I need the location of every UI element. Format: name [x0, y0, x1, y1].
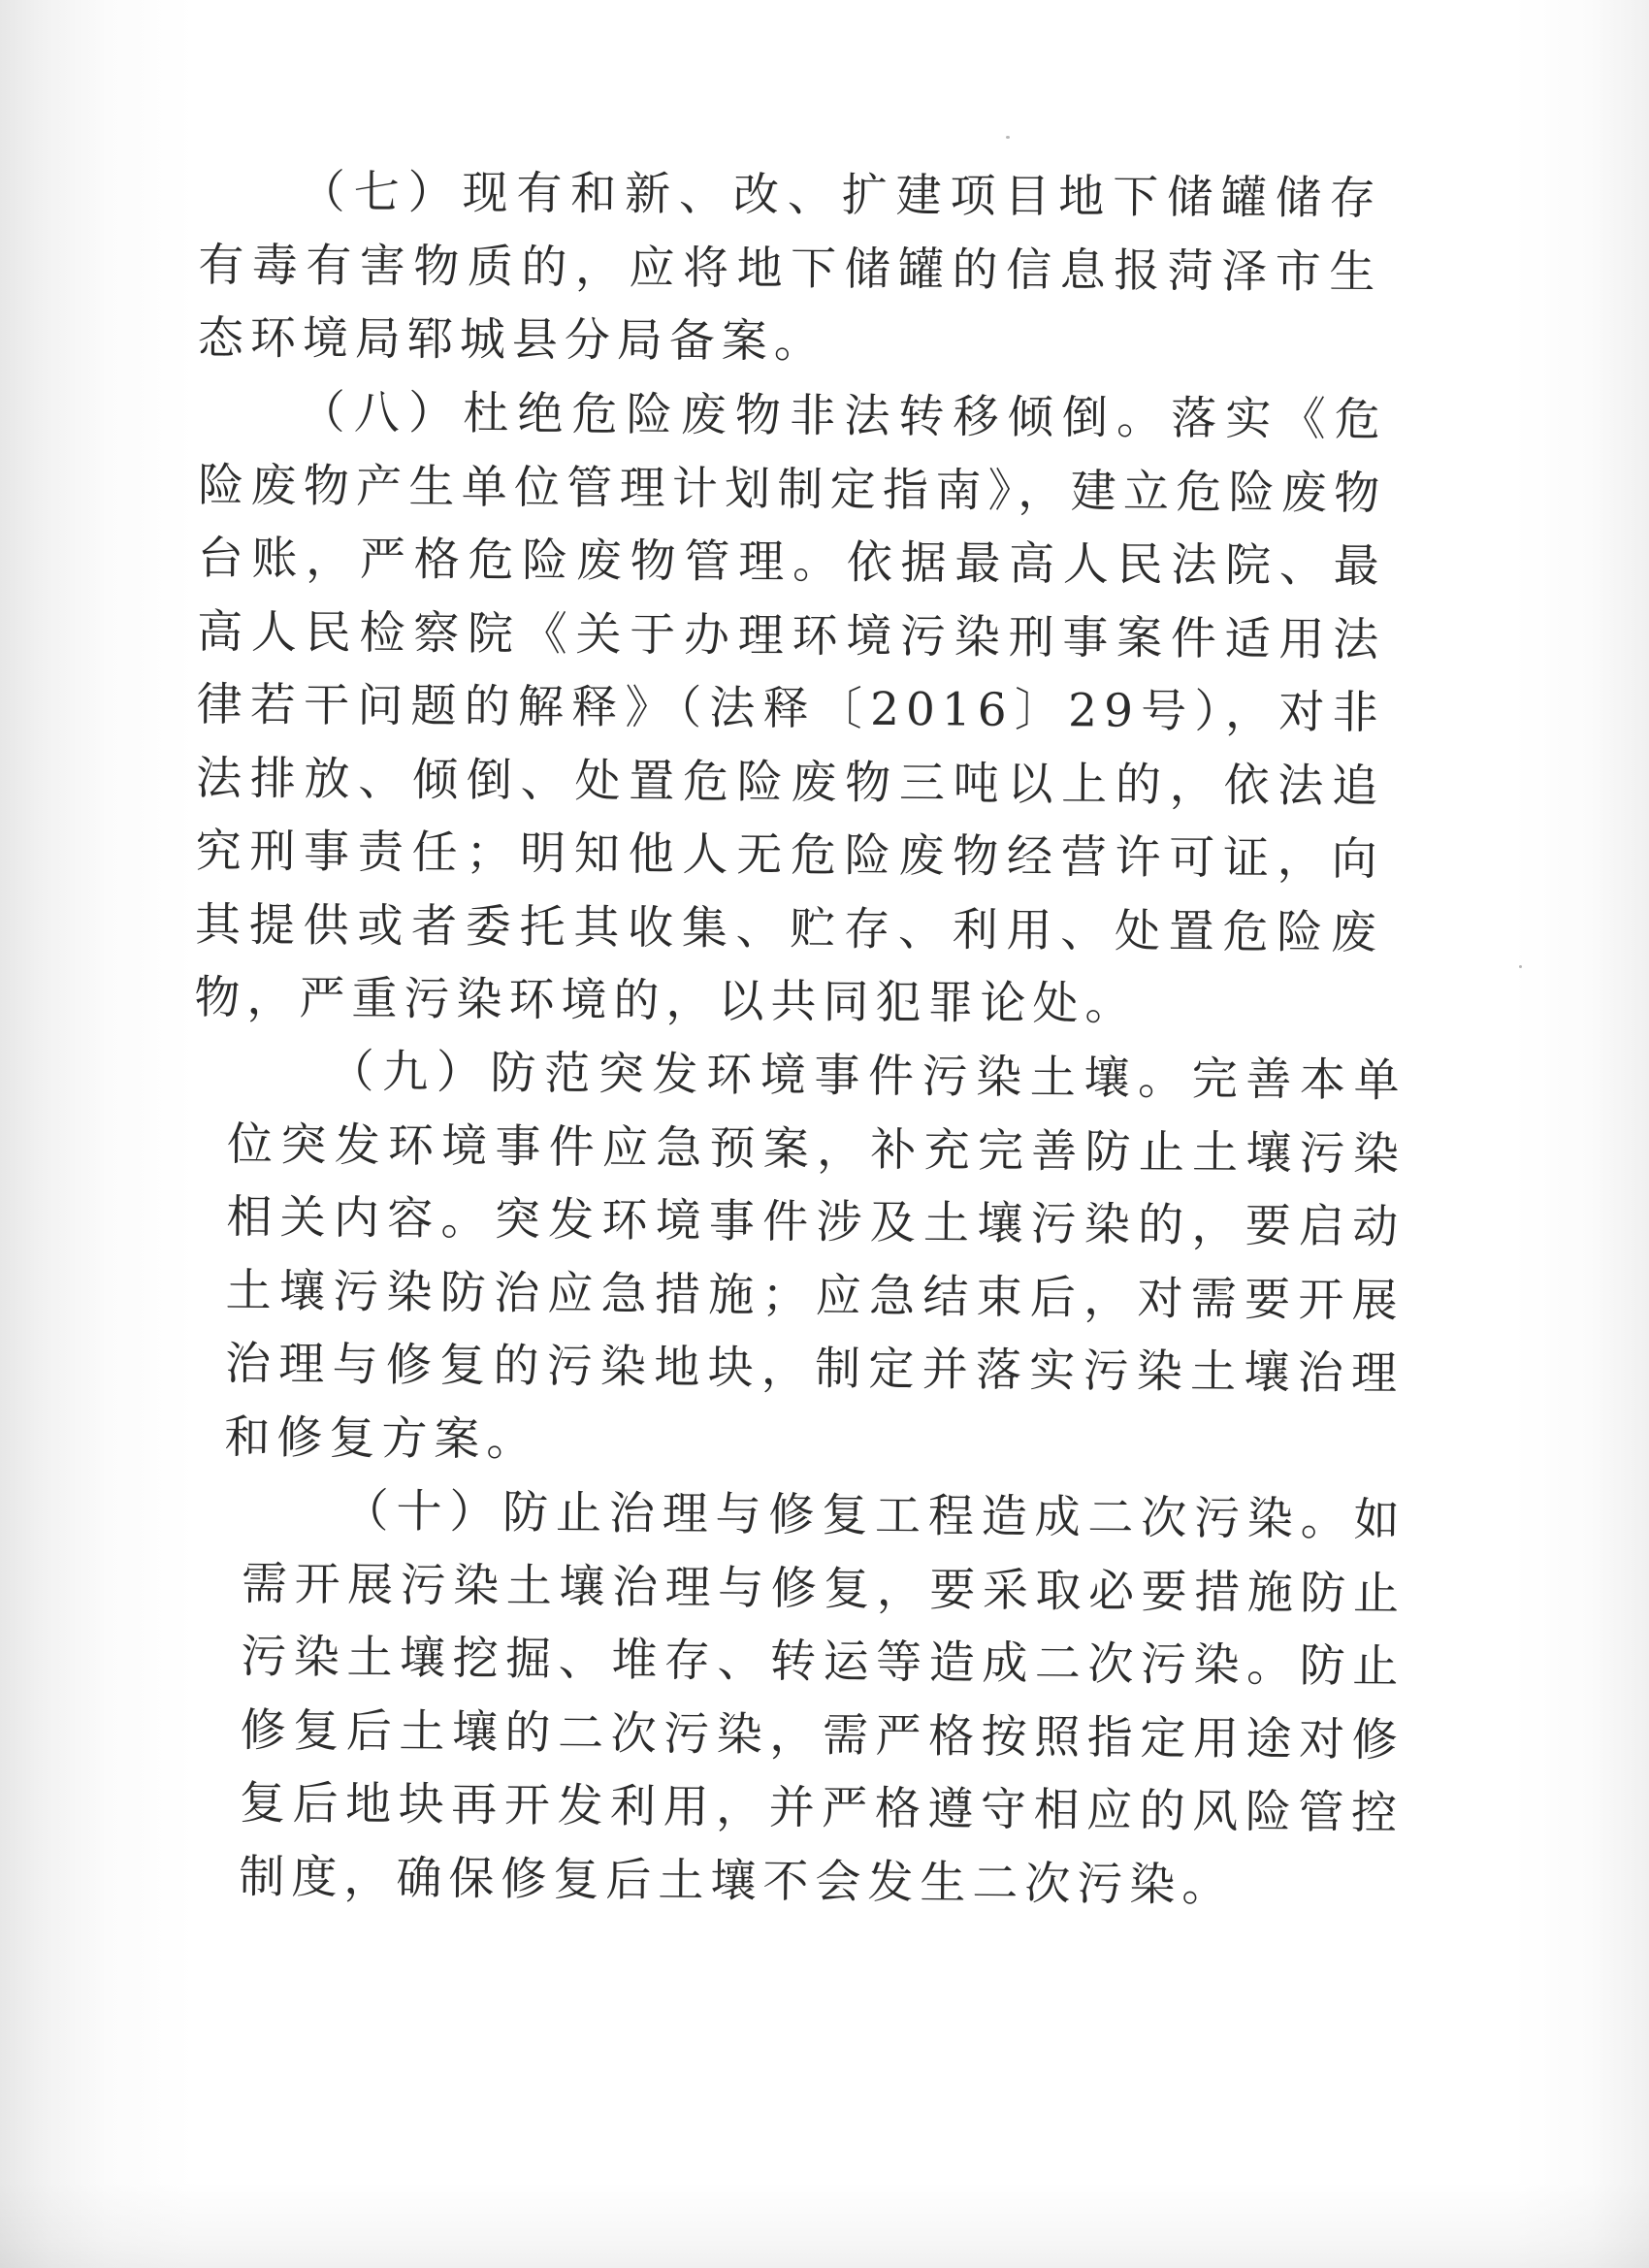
paragraph-7: （七）现有和新、改、扩建项目地下储罐储存有毒有害物质的，应将地下储罐的信息报菏泽市生态环境局郓城县分局备案。: [197, 165, 1382, 369]
paragraph-8: （八）杜绝危险废物非法转移倾倒。落实《危险废物产生单位管理计划制定指南》，建立危险废物台账，严格危险废物管理。依据最高人民法院、最高人民检察院《关于办理环境污染刑事案件适用法律若干问题的解释》（法释〔2016〕29号），对非法排放、倾倒、处置危险废物三吨以上的，依法追究刑事责任；明知他人无危险废物经营许可证，向其提供或者委托其收集、贮存、利用、处置危险废物，严重污染环境的，以共同犯罪论处。: [194, 385, 1387, 1031]
scan-speck: [1006, 136, 1010, 139]
document-body: [194, 155, 1406, 1913]
scan-speck: [1519, 965, 1522, 968]
paragraph-9: （九）防范突发环境事件污染土壤。完善本单位突发环境事件应急预案，补充完善防止土壤污染相关内容。突发环境事件涉及土壤污染的，要启动土壤污染防治应急措施；应急结束后，对需要开展治理与修复的污染地块，制定并落实污染土壤治理和修复方案。: [224, 1045, 1406, 1467]
paragraph-10: （十）防止治理与修复工程造成二次污染。如需开展污染土壤治理与修复，要采取必要措施防止污染土壤挖掘、堆存、转运等造成二次污染。防止修复后土壤的二次污染，需严格按照指定用途对修复后地块再开发利用，并严格遵守相应的风险管控制度，确保修复后土壤不会发生二次污染。: [239, 1484, 1406, 1912]
scan-edge-shadow: [0, 2181, 1649, 2268]
